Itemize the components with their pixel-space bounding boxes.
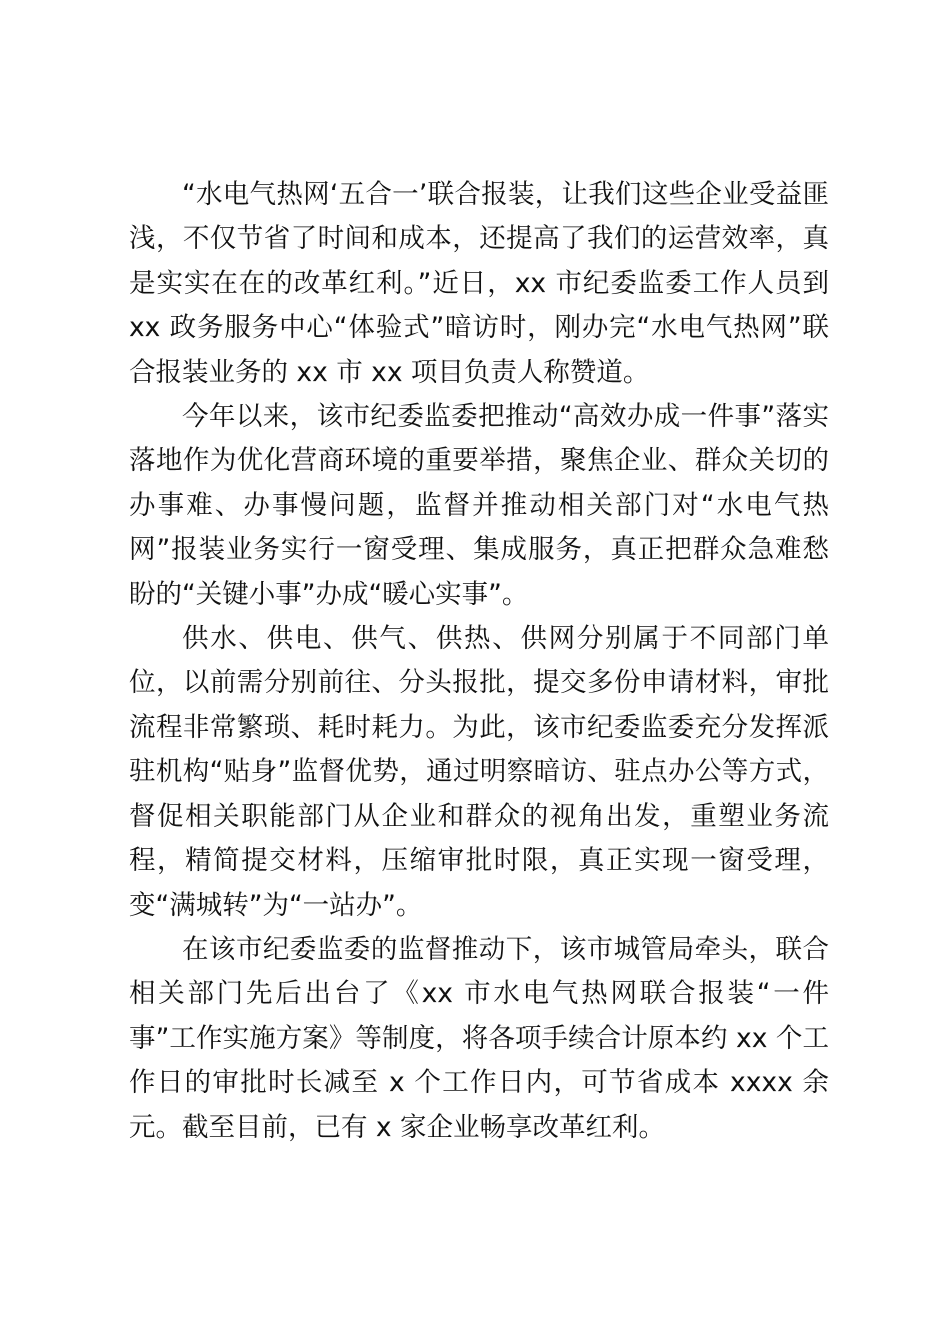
paragraph-1: “水电气热网‘五合一’联合报装，让我们这些企业受益匪浅，不仅节省了时间和成本，还提高了我们的运营效率，真是实实在在的改革红利。”近日，xx 市纪委监委工作人员到 xx 政务服务中心“体验式”暗访时，刚办完“水电气热网”联合报装业务的 xx 市 xx 项目负责人称赞道。: [129, 179, 829, 388]
article-body: [129, 173, 829, 1150]
paragraph-3: 供水、供电、供气、供热、供网分别属于不同部门单位，以前需分别前往、分头报批，提交多份申请材料，审批流程非常繁琐、耗时耗力。为此，该市纪委监委充分发挥派驻机构“贴身”监督优势，通过明察暗访、驻点办公等方式，督促相关职能部门从企业和群众的视角出发，重塑业务流程，精简提交材料，压缩审批时限，真正实现一窗受理，变“满城转”为“一站办”。: [129, 623, 829, 921]
paragraph-2: 今年以来，该市纪委监委把推动“高效办成一件事”落实落地作为优化营商环境的重要举措，聚焦企业、群众关切的办事难、办事慢问题，监督并推动相关部门对“水电气热网”报装业务实行一窗受理、集成服务，真正把群众急难愁盼的“关键小事”办成“暖心实事”。: [129, 401, 829, 610]
paragraph-4: 在该市纪委监委的监督推动下，该市城管局牵头，联合相关部门先后出台了《xx 市水电气热网联合报装“一件事”工作实施方案》等制度，将各项手续合计原本约 xx 个工作日的审批时长减至 x 个工作日内，可节省成本 xxxx 余元。截至目前，已有 x 家企业畅享改革红利。: [129, 933, 829, 1143]
